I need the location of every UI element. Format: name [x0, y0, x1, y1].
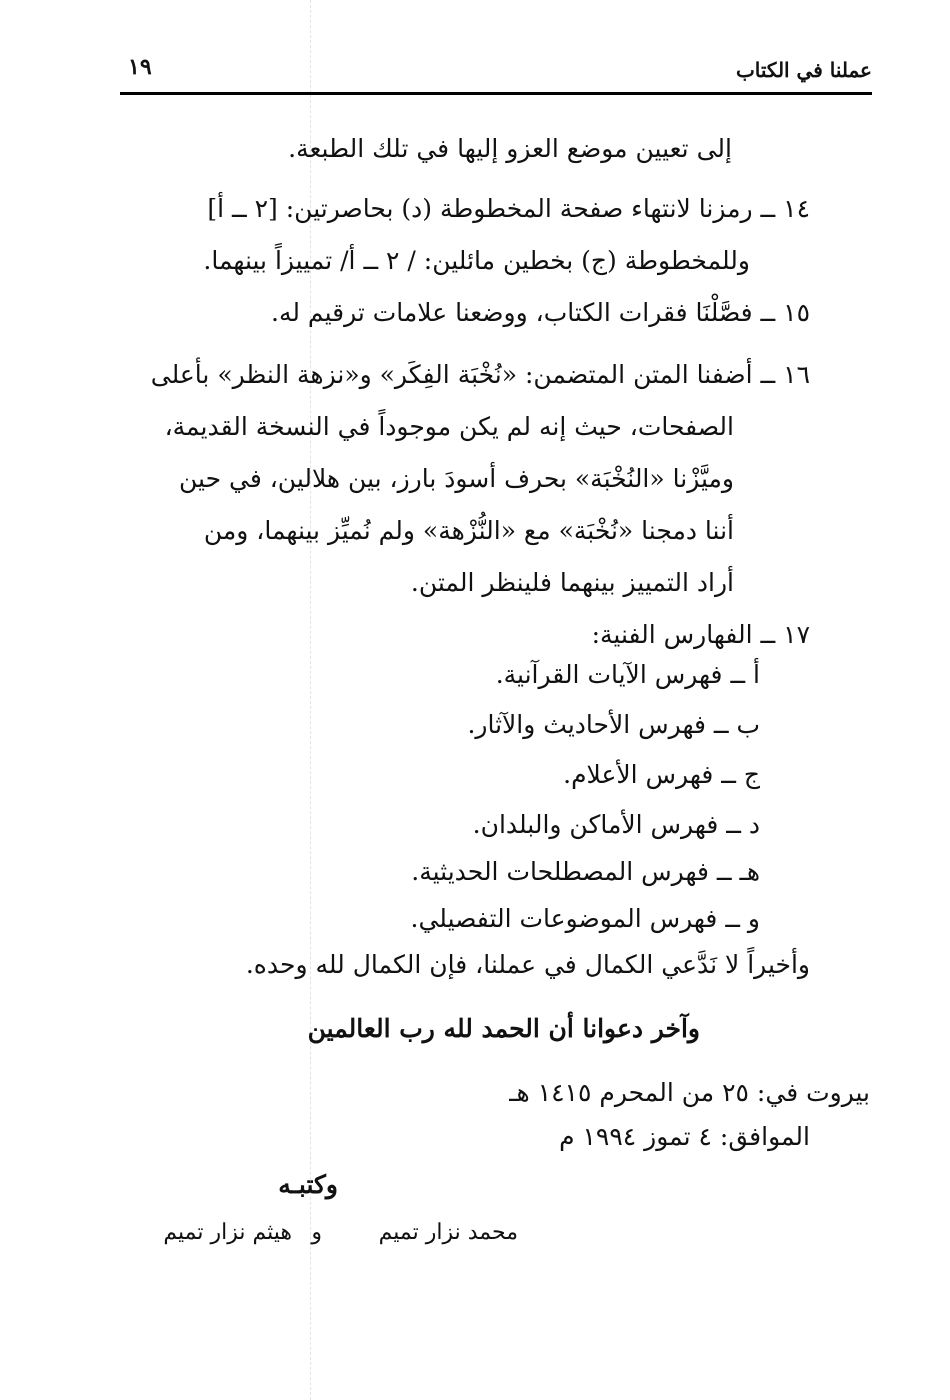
text-line: إلى تعيين موضع العزو إليها في تلك الطبعة.: [288, 134, 732, 163]
author-name: هيثم نزار تميم: [163, 1220, 292, 1245]
text-line: وللمخطوطة (ج) بخطين مائلين: / ٢ ــ أ/ تمييزاً بينهما.: [203, 246, 750, 275]
text-line: أراد التمييز بينهما فلينظر المتن.: [410, 568, 734, 597]
text-line: ١٥ ــ فصَّلْنَا فقرات الكتاب، ووضعنا علامات ترقيم له.: [271, 298, 810, 327]
list-item: ب ــ فهرس الأحاديث والآثار.: [467, 710, 760, 739]
text-line: وأخيراً لا نَدَّعي الكمال في عملنا، فإن الكمال لله وحده.: [245, 950, 810, 979]
signature-conjunction: و: [311, 1220, 322, 1245]
list-item: ج ــ فهرس الأعلام.: [563, 760, 760, 789]
text-line: وميَّزْنا «النُخْبَة» بحرف أسودَ بارز، بين هلالين، في حين: [179, 464, 734, 493]
author-name: محمد نزار تميم: [378, 1220, 518, 1245]
dateline-gregorian: الموافق: ٤ تموز ١٩٩٤ م: [559, 1122, 810, 1151]
list-item: هـ ــ فهرس المصطلحات الحديثية.: [411, 857, 760, 886]
text-line: ١٤ ــ رمزنا لانتهاء صفحة المخطوطة (د) بحاصرتين: [٢ ــ أ]: [207, 194, 810, 223]
closing-prayer: وآخر دعوانا أن الحمد لله رب العالمين: [307, 1014, 700, 1043]
text-line: ١٦ ــ أضفنا المتن المتضمن: «نُخْبَة الفِكَر» و«نزهة النظر» بأعلى: [150, 360, 810, 389]
list-item: د ــ فهرس الأماكن والبلدان.: [472, 810, 760, 839]
signature-heading: وكتبـه: [278, 1170, 338, 1199]
running-title: عملنا في الكتاب: [735, 58, 872, 82]
page-header: [120, 52, 872, 95]
list-item: أ ــ فهرس الآيات القرآنية.: [495, 660, 760, 689]
text-line: الصفحات، حيث إنه لم يكن موجوداً في النسخة القديمة،: [164, 412, 734, 441]
page-number: ١٩: [128, 54, 152, 80]
dateline-place: بيروت في: ٢٥ من المحرم ١٤١٥ هـ: [509, 1078, 870, 1107]
text-line: أننا دمجنا «نُخْبَة» مع «النُّزْهة» ولم نُميِّز بينهما، ومن: [203, 516, 734, 545]
list-item: و ــ فهرس الموضوعات التفصيلي.: [410, 904, 760, 933]
text-line: ١٧ ــ الفهارس الفنية:: [591, 620, 810, 649]
